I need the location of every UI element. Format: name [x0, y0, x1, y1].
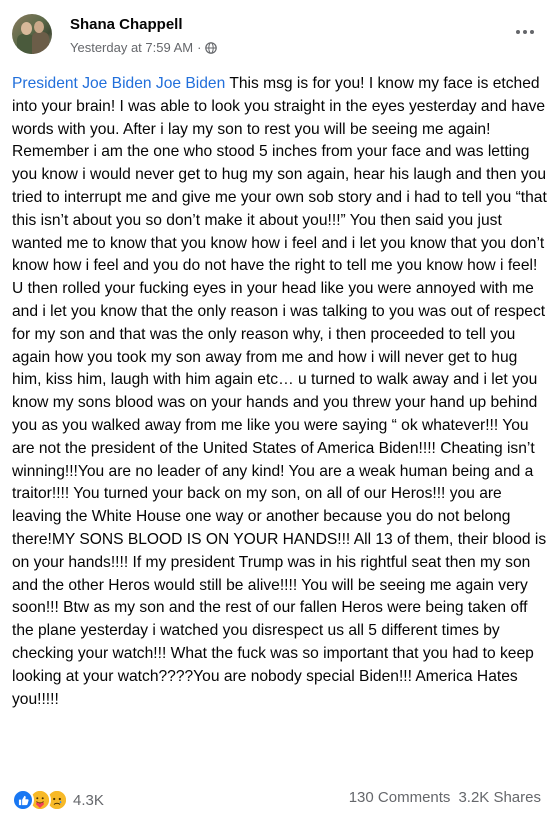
engagement-stats	[349, 789, 541, 806]
post-header	[12, 12, 545, 62]
meta-separator: ·	[197, 40, 202, 55]
like-reaction-icon	[12, 789, 34, 811]
author-avatar[interactable]	[12, 14, 52, 54]
post-footer	[12, 789, 545, 813]
comments-count[interactable]: 130 Comments	[348, 789, 451, 806]
post-meta	[70, 40, 217, 55]
post-text: This msg is for you! I know my face is etched into your brain! I was able to look you straight in the eyes yesterday and have words with you. After i lay my son to rest you will be seeing me again! Remember i am the one who stood 5 inches from your face and was letting you know i would never get to hug my son again, hear his laugh and then you tried to interrupt me and give me your own sob story and i had to tell you “that this isn’t about you so don’t make it about you!!!” You then said you just wanted me to know that you know how i feel and i let you know that you don’t know how i feel and you do not have the right to tell me you know how i feel! U then rolled your fucking eyes in your head like you were annoyed with me and i let you know that the only reason i was talking to you was out of respect for my son and that was the only reason why, i then proceeded to tell you again how you took my son away from me and how i will never get to hug him, kiss him, laugh with him again etc… u turned to walk away and i let you know my sons blood was on your hands and you threw your hand up behind you as you walked away from me like you were saying “ ok whatever!!! You are not the president of the United States of America Biden!!!! Cheating isn’t winning!!!You are no leader of any kind! You are a weak human being and a traitor!!!! You turned your back on my son, on all of our Heros!!! you are leaving the White House one way or another because you do not belong there!MY SONS BLOOD IS ON YOUR HANDS!!! All 13 of them, their blood is on your hands!!!! If my president Trump was in his rightful seat then my son and the other Heros would still be alive!!!! You will be seeing me again very soon!!! Btw as my son and the rest of our fallen Heros were being taken off the plane yesterday i watched you disrespect us all 5 different times by checking your watch!!! What the fuck was so important that you had to keep looking at your watch????You are nobody special Biden!!! America Hates you!!!!!	[12, 75, 547, 708]
reactions-summary[interactable]	[12, 789, 104, 811]
shares-count[interactable]: 3.2K Shares	[458, 789, 541, 806]
globe-icon	[205, 42, 217, 54]
mention-link[interactable]: President Joe Biden Joe Biden	[12, 75, 226, 92]
post-body	[12, 73, 547, 711]
post-timestamp[interactable]: Yesterday at 7:59 AM	[70, 40, 194, 55]
more-options-icon[interactable]	[511, 18, 539, 46]
author-name[interactable]: Shana Chappell	[70, 16, 183, 33]
reaction-count[interactable]: 4.3K	[73, 791, 104, 809]
